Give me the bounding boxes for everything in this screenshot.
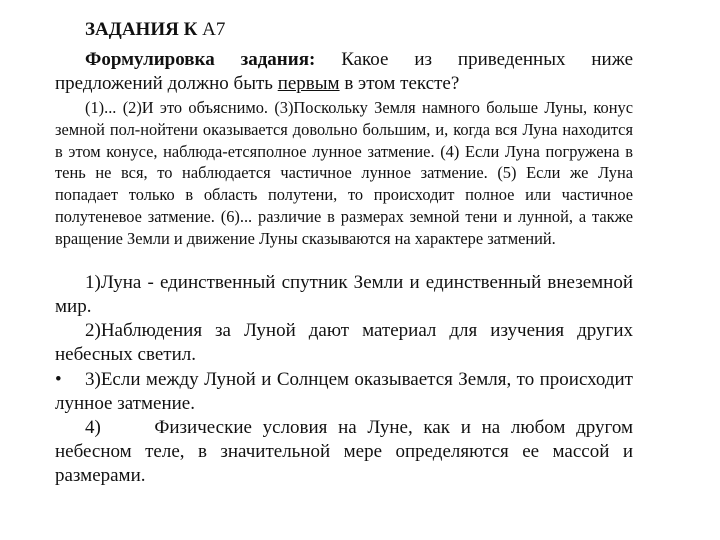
task-label: Формулировка задания: — [85, 49, 316, 70]
task-statement — [55, 48, 633, 96]
answer-option-2 — [55, 319, 633, 367]
answer-option-1-text: 1)Луна - единственный спутник Земли и единственный внеземной мир. — [55, 272, 633, 317]
answer-option-4-text: 4) Физические условия на Луне, как и на любом другом небесном теле, в значительной мере определяются ее массой и размерами. — [55, 417, 633, 486]
task-text-before: Какое из приведенных ниже предложений должно быть — [55, 49, 633, 94]
heading — [85, 18, 225, 42]
passage-text: (1)... (2)И это объяснимо. (3)Поскольку Земля намного больше Луны, конус земной пол-нойтени оказывается довольно большим, и, когда вся Луна находится в этом конусе, наблюда-етсяполное лунное затмение. (4) Если Луна погружена в тень не вся, то наблюдается частичное лунное затмение. (5) Если же Луна попадает только в область полутени, то происходит полное или частичное полутеневое затмение. (6)... различие в размерах земной тени и лунной, а также вращение Земли и движение Луны сказываются на характере затмений. — [55, 98, 633, 248]
task-underlined-word: первым — [277, 73, 340, 94]
task-text-after: в этом тексте? — [344, 73, 460, 94]
answer-option-2-text: 2)Наблюдения за Луной дают материал для изучения других небесных светил. — [55, 320, 633, 365]
heading-bold: ЗАДАНИЯ К — [85, 19, 198, 40]
answer-option-3-text: 3)Если между Луной и Солнцем оказывается Земля, то происходит лунное затмение. — [55, 369, 633, 414]
answer-option-3 — [55, 368, 633, 416]
bullet-icon: • — [55, 369, 62, 390]
answer-option-4 — [55, 416, 633, 488]
answer-option-1 — [55, 271, 633, 319]
heading-code: А7 — [202, 19, 226, 40]
